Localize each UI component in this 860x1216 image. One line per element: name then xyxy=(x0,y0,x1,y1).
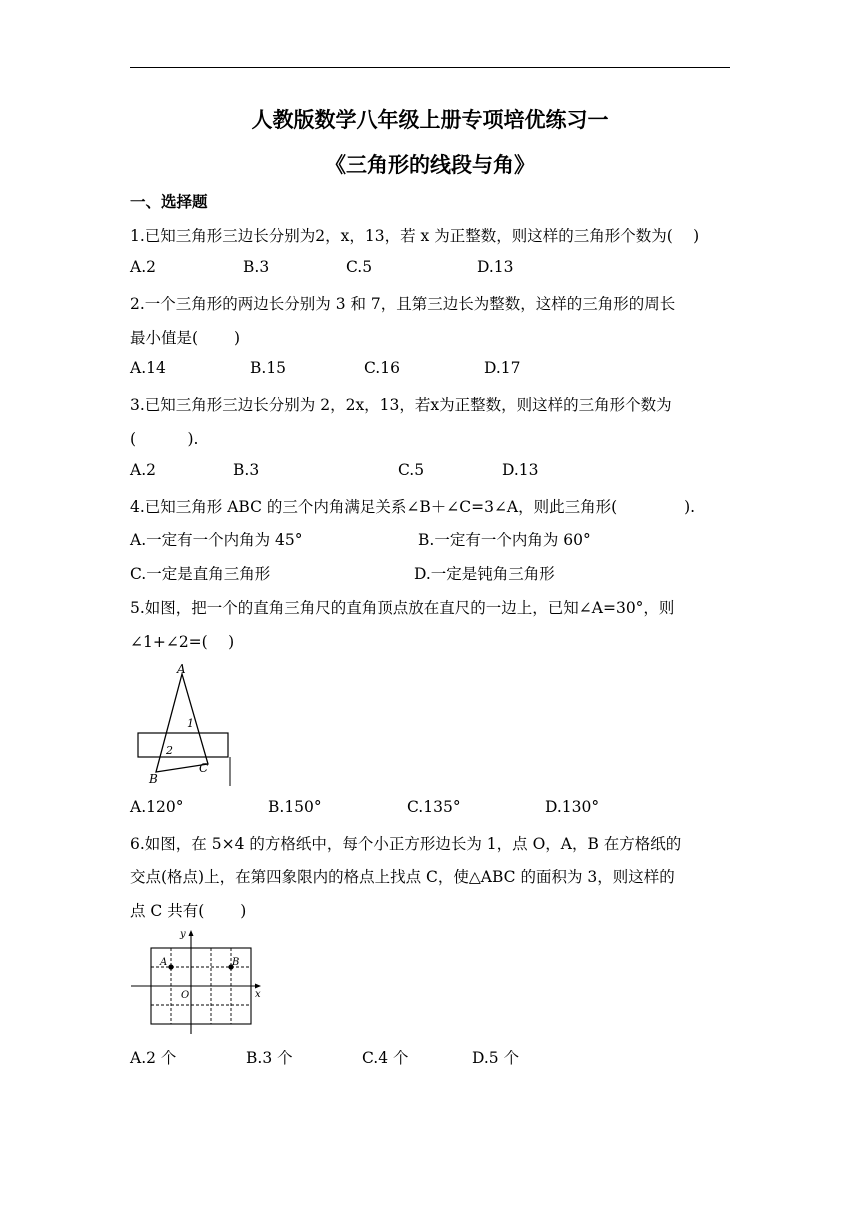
question-6-stem-line3: 点 C 共有( ) xyxy=(130,902,247,920)
point-a xyxy=(168,964,173,969)
section-heading: 一、选择题 xyxy=(130,193,208,211)
question-3-stem-line2: ( ). xyxy=(130,430,199,448)
q2-option-a: A.14 xyxy=(130,359,166,377)
q2-option-d: D.17 xyxy=(484,359,521,377)
q6-option-a: A.2 个 xyxy=(130,1049,177,1067)
q5-option-d: D.130° xyxy=(545,798,600,816)
label-angle-2: 2 xyxy=(166,744,173,757)
q6-option-c: C.4 个 xyxy=(362,1049,409,1067)
label-b: B xyxy=(232,957,240,968)
label-angle-1: 1 xyxy=(187,717,194,730)
question-5-stem-line2: ∠1+∠2=( ) xyxy=(130,633,235,651)
y-axis-arrow xyxy=(189,930,194,936)
q2-option-c: C.16 xyxy=(364,359,400,377)
triangle-ruler-figure xyxy=(130,660,240,788)
document-subtitle: 《三角形的线段与角》 xyxy=(325,152,535,177)
q3-option-c: C.5 xyxy=(398,461,425,479)
x-axis-arrow xyxy=(255,984,261,989)
q3-option-d: D.13 xyxy=(502,461,539,479)
question-6-stem-line2: 交点(格点)上，在第四象限内的格点上找点 C，使△ABC 的面积为 3，则这样的 xyxy=(130,868,675,886)
question-6-stem-line1: 6.如图，在 5×4 的方格纸中，每个小正方形边长为 1，点 O，A，B 在方格纸的 xyxy=(130,835,682,853)
question-2-stem-line2: 最小值是( ) xyxy=(130,329,241,347)
question-3-stem-line1: 3.已知三角形三边长分别为 2，2x，13，若x为正整数，则这样的三角形个数为 xyxy=(130,396,672,414)
label-a: A xyxy=(160,957,168,968)
label-y: y xyxy=(180,929,186,940)
label-a: A xyxy=(177,662,186,676)
header-rule xyxy=(130,67,730,68)
q1-option-a: A.2 xyxy=(130,258,156,276)
q5-option-a: A.120° xyxy=(130,798,184,816)
q3-option-b: B.3 xyxy=(233,461,260,479)
label-x: x xyxy=(255,989,261,1000)
question-4-stem: 4.已知三角形 ABC 的三个内角满足关系∠B＋∠C=3∠A，则此三角形( ). xyxy=(130,498,696,516)
q4-option-c: C.一定是直角三角形 xyxy=(130,565,271,583)
q6-option-b: B.3 个 xyxy=(246,1049,293,1067)
q1-option-d: D.13 xyxy=(477,258,514,276)
q1-option-b: B.3 xyxy=(243,258,270,276)
q5-option-c: C.135° xyxy=(407,798,461,816)
question-2-stem-line1: 2.一个三角形的两边长分别为 3 和 7，且第三边长为整数，这样的三角形的周长 xyxy=(130,295,676,313)
grid-figure xyxy=(130,928,270,1038)
q6-option-d: D.5 个 xyxy=(472,1049,520,1067)
label-c: C xyxy=(199,761,209,775)
q4-option-b: B.一定有一个内角为 60° xyxy=(418,531,591,549)
q4-option-d: D.一定是钝角三角形 xyxy=(414,565,555,583)
question-1-stem: 1.已知三角形三边长分别为2，x，13，若 x 为正整数，则这样的三角形个数为( ) xyxy=(130,227,700,245)
question-5-stem-line1: 5.如图，把一个的直角三角尺的直角顶点放在直尺的一边上，已知∠A=30°，则 xyxy=(130,599,675,617)
q2-option-b: B.15 xyxy=(250,359,287,377)
q4-option-a: A.一定有一个内角为 45° xyxy=(130,531,303,549)
document-title: 人教版数学八年级上册专项培优练习一 xyxy=(251,107,609,132)
q5-option-b: B.150° xyxy=(268,798,322,816)
q1-option-c: C.5 xyxy=(346,258,373,276)
q3-option-a: A.2 xyxy=(130,461,156,479)
ruler-rect xyxy=(138,733,228,757)
label-b: B xyxy=(149,772,158,786)
label-o: O xyxy=(181,990,190,1001)
